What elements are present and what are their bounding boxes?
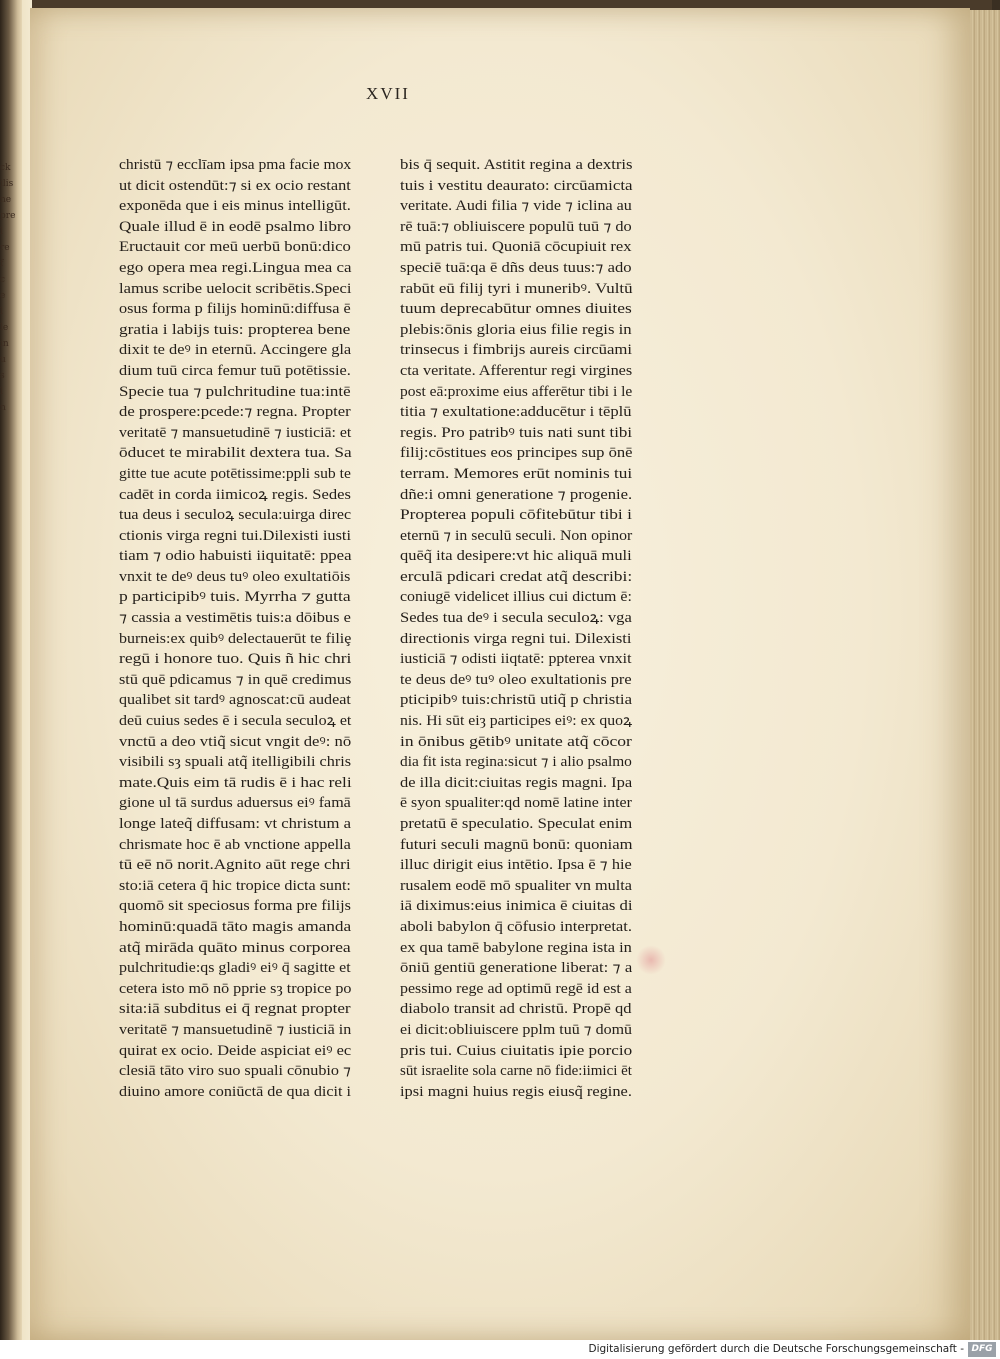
margin-fragment: re bbox=[0, 243, 10, 253]
text-line: stū quē pdicamus ⁊ in quē credimus bbox=[119, 671, 352, 688]
text-line: terram. Memores erūt nominis tui bbox=[400, 465, 633, 482]
text-line: p participibꝰ tuis. Myrrha ⁊ gutta bbox=[119, 589, 351, 606]
margin-fragment: ne bbox=[0, 195, 12, 205]
text-line: quirat ex ocio. Deide aspiciat eiꝰ ec bbox=[119, 1042, 352, 1059]
text-line: visibili sȝ spuali atq̃ itelligibili chris bbox=[119, 754, 352, 771]
text-line: te deus deꝰ tuꝰ oleo exultationis pre bbox=[400, 671, 632, 688]
text-line: ōniū gentiū generatione liberat: ⁊ a bbox=[400, 960, 633, 977]
text-line: longe lateq̃ diffusam: vt christum a bbox=[119, 816, 351, 832]
text-line: illuc dirigit eius intētio. Ipsa ē ⁊ hie bbox=[400, 857, 632, 874]
text-line: chrismate hoc ē ab vnctione appella bbox=[119, 836, 351, 853]
text-line: filij:cōstitues eos principes sup ōnē bbox=[400, 445, 633, 462]
text-line: plebis:ōnis gloria eius filie regis in bbox=[400, 321, 632, 338]
text-line: ē syon spualiter:qd nomē latine inter bbox=[400, 795, 632, 812]
text-line: veritate. Audi filia ⁊ vide ⁊ iclina au bbox=[400, 198, 632, 215]
margin-fragments bbox=[0, 160, 14, 416]
text-line: erculā pdicari credat atq̃ describi: bbox=[400, 568, 633, 585]
margin-fragment: pre bbox=[0, 211, 16, 221]
text-line: ex qua tamē babylone regina ista in bbox=[400, 939, 632, 956]
text-line: dixit te deꝰ in eternū. Accingere gla bbox=[119, 342, 352, 359]
text-line: hominū:quadā tāto magis amanda bbox=[119, 918, 352, 935]
text-line: directionis virga regni tui. Dilexisti bbox=[400, 630, 632, 647]
text-line: mate.Quis eim tā rudis ē i hac reli bbox=[119, 774, 352, 791]
funding-notice: Digitalisierung gefördert durch die Deutsche Forschungsgemeinschaft - bbox=[588, 1343, 964, 1355]
text-line: speciē tuā:qa ē dñs deus tuus:⁊ ado bbox=[400, 259, 632, 276]
text-line: trinsecus i fimbrijs aureis circūami bbox=[400, 342, 633, 359]
margin-fragment: ilis bbox=[0, 179, 14, 189]
text-line: rusalem eodē mō spualiter vn multa bbox=[400, 877, 632, 894]
text-line: gione ul tā surdus aduersus eiꝰ famā bbox=[119, 795, 351, 812]
text-line: pticipibꝰ tuis:christū utiq̃ p christia bbox=[400, 692, 632, 709]
text-line: ⁊ cassia a vestimētis tuis:a dōibus e bbox=[119, 610, 351, 627]
margin-fragment: l bbox=[0, 307, 3, 317]
folio-number: XVII bbox=[366, 84, 410, 103]
text-line: ctionis virga regni tui.Dilexisti iusti bbox=[119, 527, 351, 544]
text-line: ei dicit:obliuiscere pplm tuū ⁊ domū bbox=[400, 1021, 633, 1038]
text-line: futuri seculi magnū bonū: quoniam bbox=[400, 836, 633, 853]
text-line: eternū ⁊ in seculū seculi. Non opinor bbox=[400, 527, 633, 544]
text-line: regis. Pro patribꝰ tuis nati sunt tibi bbox=[400, 424, 633, 441]
text-line: ut dicit ostendūt:⁊ si ex ocio restant bbox=[119, 177, 351, 194]
text-line: pretatū ē speculatio. Speculat enim bbox=[400, 816, 633, 832]
text-line: diuino amore coniūctā de qua dicit i bbox=[119, 1083, 352, 1100]
text-line: atq̃ mirāda quāto minus corporea bbox=[119, 939, 351, 956]
text-line: iusticiā ⁊ odisti iiqtatē: ppterea vnxit bbox=[400, 651, 632, 668]
text-line: vnxit te deꝰ deus tuꝰ oleo exultatiōis bbox=[119, 568, 351, 585]
text-line: iā diximus:eius inimica ē ciuitas di bbox=[400, 898, 633, 915]
margin-fragment: e bbox=[0, 291, 6, 301]
text-line: Specie tua ⁊ pulchritudine tua:intē bbox=[119, 383, 351, 400]
dfg-logo: DFG bbox=[968, 1342, 996, 1357]
text-line: christū ⁊ ecclīam ipsa pma facie mox bbox=[119, 157, 352, 173]
text-line: dium tuū circa femur tuū potētissie. bbox=[119, 362, 351, 379]
text-line: dia fit ista regina:sicut ⁊ i alio psalmo bbox=[400, 754, 632, 771]
text-line: in ōnibus gētibꝰ unitate atq̃ cōcor bbox=[400, 733, 632, 750]
margin-fragment: l bbox=[0, 387, 3, 397]
text-line: regū i honore tuo. Quis ñ hic chri bbox=[119, 651, 352, 668]
margin-fragment: c bbox=[0, 275, 6, 285]
text-line: aboli babylon q̄ cōfusio interpretat. bbox=[400, 918, 632, 935]
text-line: mū patris tui. Quoniā cōcupiuit rex bbox=[400, 239, 632, 256]
margin-fragment: s bbox=[0, 371, 5, 381]
text-line: clesiā tāto viro suo spuali cōnubio ⁊ bbox=[119, 1063, 352, 1080]
margin-fragment: n bbox=[0, 403, 6, 413]
footer-bar bbox=[0, 1340, 1000, 1359]
margin-fragment: u bbox=[0, 355, 6, 365]
text-line: tū eē nō norit.Agnito aūt rege chri bbox=[119, 857, 351, 874]
text-line: qualibet sit tardꝰ agnoscat:cū audeat bbox=[119, 692, 351, 709]
margin-fragment: le bbox=[0, 323, 9, 333]
text-line: rē tuā:⁊ obliuiscere populū tuū ⁊ do bbox=[400, 218, 632, 235]
margin-fragment: in bbox=[0, 339, 9, 349]
text-line: ōducet te mirabilit dextera tua. Sa bbox=[119, 445, 352, 462]
text-line: gratia i labijs tuis: propterea bene bbox=[119, 321, 351, 338]
text-line: rabūt eū filij tyri i muneribꝰ. Vultū bbox=[400, 280, 633, 297]
text-line: coniugē videlicet illius cui dictum ē: bbox=[400, 589, 632, 606]
margin-fragment: l bbox=[0, 227, 3, 237]
text-line: cetera isto mō nō pprie sȝ tropice po bbox=[119, 980, 352, 997]
text-line: Quale illud ē in eodē psalmo libro bbox=[119, 218, 352, 235]
text-line: ego opera mea regi.Lingua mea ca bbox=[119, 259, 352, 276]
text-line: de prospere:pcede:⁊ regna. Propter bbox=[119, 404, 351, 421]
text-line: tuum deprecabūtur omnes diuites bbox=[400, 301, 632, 318]
text-line: veritatē ⁊ mansuetudinē ⁊ iusticiā in bbox=[119, 1021, 352, 1038]
text-line: pris tui. Cuius ciuitatis ipie porcio bbox=[400, 1042, 633, 1059]
text-line: sūt israelite sola carne nō fide:iimici ēt bbox=[400, 1063, 632, 1080]
margin-fragment: f bbox=[0, 259, 4, 269]
text-line: burneis:ex quibꝰ delectauerūt te filiȩ bbox=[119, 630, 352, 647]
text-line: tua deus i seculoꝝ secula:uirga direc bbox=[119, 507, 352, 524]
text-line: titia ⁊ exultatione:adducētur i tēplū bbox=[400, 404, 632, 421]
text-line: sita:iā subditus ei q̄ regnat propter bbox=[119, 1001, 351, 1018]
text-line: post eā:proxime eius afferētur tibi i le bbox=[400, 383, 633, 400]
text-line: diabolo transit ad christū. Propē qd bbox=[400, 1001, 632, 1018]
text-line: lamus scribe uelocit scribētis.Speci bbox=[119, 280, 352, 297]
text-line: cta veritate. Afferentur regi virgines bbox=[400, 362, 633, 379]
text-line: tiam ⁊ odio habuisti iiquitatē: ppea bbox=[119, 548, 352, 565]
page-stack-edges bbox=[966, 10, 1000, 1340]
text-line: sto:iā cetera q̄ hic tropice dicta sunt: bbox=[119, 877, 351, 894]
text-line: pessimo rege ad optimū regē id est a bbox=[400, 980, 632, 997]
text-line: vnctū a deo vtiq̃ sicut vngit deꝰ: nō bbox=[119, 733, 352, 750]
text-line: ipsi magni huius regis eiusq̃ regine. bbox=[400, 1083, 632, 1100]
text-line: Sedes tua deꝰ i secula seculoꝝ: vga bbox=[400, 610, 632, 627]
text-column-right bbox=[400, 155, 632, 1102]
text-column-left bbox=[119, 155, 351, 1102]
text-line: dñe:i omni generatione ⁊ progenie. bbox=[400, 486, 633, 503]
text-line: bis q̄ sequit. Astitit regina a dextris bbox=[400, 157, 633, 173]
text-line: Propterea populi cōfitebūtur tibi i bbox=[400, 507, 632, 524]
text-line: quēq̃ ita desipere:vt hic aliquā muli bbox=[400, 548, 632, 565]
text-line: Eructauit cor meū uerbū bonū:dico bbox=[119, 239, 351, 256]
text-line: pulchritudie:qs gladiꝰ eiꝰ q̄ sagitte et bbox=[119, 960, 351, 977]
text-line: quomō sit speciosus forma pre filijs bbox=[119, 898, 351, 915]
margin-fragment: ck bbox=[0, 163, 11, 173]
text-line: tuis i vestitu deaurato: circūamicta bbox=[400, 177, 633, 194]
text-line: cadēt in corda iimicoꝝ regis. Sedes bbox=[119, 486, 351, 503]
text-line: de illa dicit:ciuitas regis magni. Ipa bbox=[400, 774, 633, 791]
text-line: gitte tue acute potētissime:ppli sub te bbox=[119, 465, 351, 482]
text-line: veritatē ⁊ mansuetudinē ⁊ iusticiā: et bbox=[119, 424, 352, 441]
text-line: exponēda que i eis minus intelligūt. bbox=[119, 198, 351, 215]
text-line: deū cuius sedes ē i secula seculoꝝ et bbox=[119, 713, 352, 730]
red-stain bbox=[636, 945, 666, 975]
text-line: osus forma p filijs hominū:diffusa ē bbox=[119, 301, 351, 318]
text-line: nis. Hi sūt eiȝ participes eiꝰ: ex quoꝝ bbox=[400, 713, 633, 730]
